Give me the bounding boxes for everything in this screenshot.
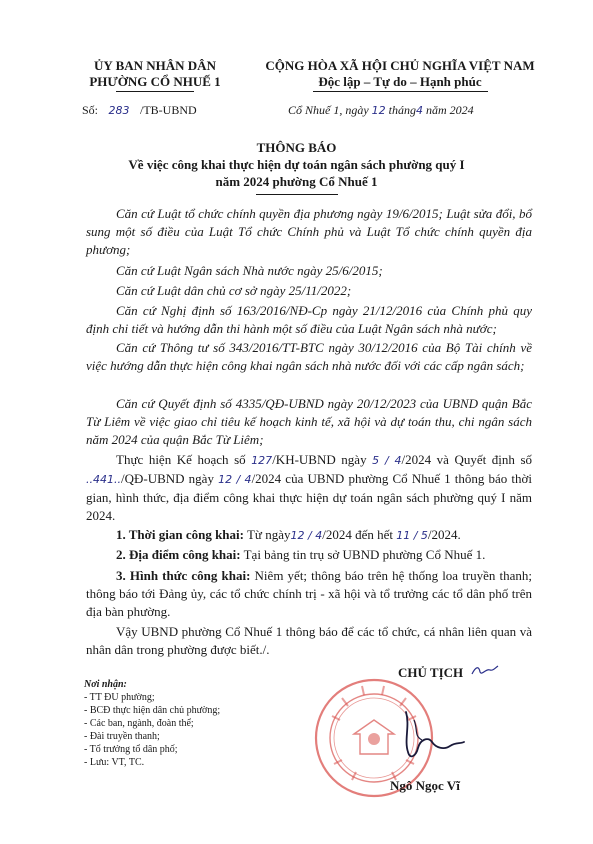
doc-number-suffix: /TB-UBND (140, 103, 197, 117)
legal-basis-4: Căn cứ Nghị định số 163/2016/NĐ-Cp ngày 21/12/2016 của Chính phủ quy định chi tiết và hướng dẫn thi hành một số điều của Luật Ngân sách nhà nước; (86, 303, 532, 336)
item-time-to: 11 / 5 (396, 529, 428, 542)
date-month-label: tháng (388, 103, 417, 117)
item-location-text: Tại bảng tin trụ sở UBND phường Cổ Nhuế 1. (243, 547, 486, 562)
date-place: Cổ Nhuế 1, ngày (288, 103, 369, 117)
recipient-item: - Lưu: VT, TC. (84, 757, 145, 768)
doc-number (82, 103, 197, 118)
national-line-1: CỘNG HÒA XÃ HỘI CHỦ NGHĨA VIỆT NAM (265, 58, 535, 73)
item-time (86, 526, 532, 545)
recipient-item: - Tổ trưởng tổ dân phố; (84, 744, 178, 755)
recipient-item: - Các ban, ngành, đoàn thể; (84, 718, 194, 729)
item-form (86, 567, 532, 621)
date-day: 12 (371, 104, 386, 117)
item-form-text: Niêm yết; thông báo trên hệ thống loa truyền thanh; thông báo tới Đảng ủy, các tổ chức chính trị - xã hội và tổ trưởng các tổ dân phố trên địa bàn phường. (86, 568, 533, 619)
title-underline (256, 194, 338, 195)
recipient-item: - BCĐ thực hiện dân chủ phường; (84, 705, 221, 716)
doc-number-handwritten: 283 (108, 104, 130, 117)
impl-text-c: /2024 và Quyết định số (401, 452, 533, 467)
org-line-2: PHƯỜNG CỔ NHUẾ 1 (89, 74, 221, 89)
item-time-text-b: /2024 đến hết (322, 527, 393, 542)
signer-name: Ngô Ngọc Vĩ (390, 778, 460, 793)
item-time-from: 12 / 4 (290, 529, 323, 542)
implementation-paragraph (86, 451, 532, 525)
impl-text-e: /2024 của UBND phường Cổ Nhuế 1 thông báo thời gian, hình thức, địa điểm công khai thực hiện dự toán ngân sách phường quý I năm 2024. (86, 471, 533, 523)
handwritten-signature-icon (388, 706, 468, 772)
title-sub-1: Về việc công khai thực hiện dự toán ngân sách phường quý I (128, 157, 465, 172)
impl-kh-number: 127 (251, 454, 273, 467)
impl-qd-date: 12 / 4 (218, 473, 252, 486)
date-year: năm 2024 (426, 103, 474, 117)
legal-basis-6: Căn cứ Quyết định số 4335/QĐ-UBND ngày 20/12/2023 của UBND quận Bắc Từ Liêm về việc giao chỉ tiêu kế hoạch kinh tế, xã hội và dự toán thu, chi ngân sách năm 2024 của quận Bắc Từ Liêm; (86, 396, 532, 447)
org-underline (116, 91, 194, 92)
signature-title: CHỦ TỊCH (398, 665, 464, 680)
impl-text-b: /KH-UBND ngày (272, 452, 367, 467)
initial-scribble-icon (470, 662, 500, 678)
date-month: 4 (416, 104, 424, 117)
recipient-item: - Đài truyền thanh; (84, 731, 160, 742)
impl-text-d: /QĐ-UBND ngày (120, 471, 214, 486)
national-header (250, 58, 550, 90)
recipients-block (84, 678, 284, 769)
item-time-text-a: Từ ngày (246, 527, 291, 542)
impl-kh-date: 5 / 4 (372, 454, 402, 467)
recipients-heading: Nơi nhận: (84, 679, 127, 690)
closing-paragraph: Vậy UBND phường Cổ Nhuế 1 thông báo để các tổ chức, cá nhân liên quan và nhân dân trong phường được biết./. (86, 624, 532, 657)
title-main: THÔNG BÁO (256, 140, 337, 155)
doc-number-prefix: Số: (82, 103, 99, 117)
doc-date (288, 103, 474, 118)
legal-basis-1: Căn cứ Luật tổ chức chính quyền địa phương ngày 19/6/2015; Luật sửa đổi, bổ sung một số điều của Luật Tổ chức Chính phủ và Luật Tổ chức chính quyền địa phương; (86, 206, 532, 257)
item-form-label: 3. Hình thức công khai: (116, 568, 251, 583)
legal-basis-2: Căn cứ Luật Ngân sách Nhà nước ngày 25/6/2015; (116, 263, 383, 278)
doc-title (60, 139, 533, 190)
org-line-1: ỦY BAN NHÂN DÂN (94, 58, 216, 73)
item-location-label: 2. Địa điểm công khai: (116, 547, 241, 562)
national-underline (313, 91, 488, 92)
item-time-text-c: /2024. (427, 527, 461, 542)
item-location (86, 546, 532, 564)
impl-text-a: Thực hiện Kế hoạch số (116, 452, 246, 467)
impl-qd-number: ..441.. (86, 473, 121, 486)
legal-basis-5: Căn cứ Thông tư số 343/2016/TT-BTC ngày 30/12/2016 của Bộ Tài chính về việc hướng dẫn thực hiện công khai ngân sách nhà nước đối với các cấp ngân sách; (86, 340, 532, 373)
recipient-item: - TT ĐU phường; (84, 692, 155, 703)
item-time-label: 1. Thời gian công khai: (116, 527, 244, 542)
national-line-2: Độc lập – Tự do – Hạnh phúc (318, 74, 482, 89)
title-sub-2: năm 2024 phường Cổ Nhuế 1 (215, 174, 378, 189)
org-name (60, 58, 250, 90)
legal-basis-3: Căn cứ Luật dân chủ cơ sở ngày 25/11/2022; (116, 283, 352, 298)
